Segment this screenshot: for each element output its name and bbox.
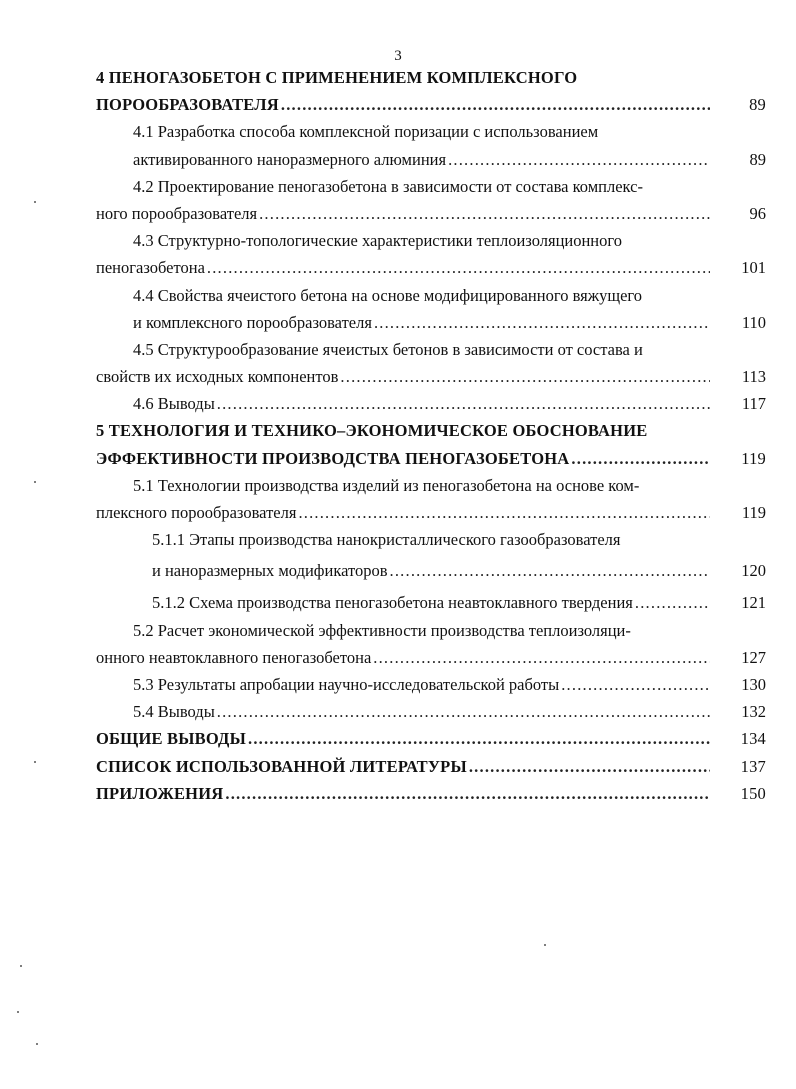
dot-leader	[298, 499, 710, 526]
toc-text: и комплексного порообразователя	[133, 312, 372, 332]
toc-section-4-3-line-1	[96, 227, 766, 254]
scan-speck	[20, 965, 22, 967]
dot-leader	[217, 390, 710, 417]
toc-text: 4.2 Проектирование пеногазобетона в зависимости от состава комплекс-	[133, 176, 643, 196]
toc-section-4-5-entry[interactable]	[96, 363, 766, 390]
dot-leader	[635, 589, 710, 616]
toc-text: пеногазобетона	[96, 258, 205, 278]
toc-page-number: 132	[741, 702, 766, 722]
toc-text: 5.1.1 Этапы производства нанокристаллического газообразователя	[152, 530, 621, 550]
toc-general-conclusions-entry[interactable]	[96, 725, 766, 752]
toc-references-entry[interactable]	[96, 753, 766, 780]
toc-page-number: 110	[741, 312, 766, 332]
toc-page-number: 121	[741, 593, 766, 613]
toc-text: ПРИЛОЖЕНИЯ	[96, 783, 224, 803]
toc-text: 5.1 Технологии производства изделий из пеногазобетона на основе ком-	[133, 475, 640, 495]
toc-text: 5.1.2 Схема производства пеногазобетона неавтоклавного твердения	[152, 593, 633, 613]
toc-text: и наноразмерных модификаторов	[152, 561, 388, 581]
toc-page-number: 117	[741, 394, 766, 414]
dot-leader	[281, 91, 710, 118]
toc-text: 5.3 Результаты апробации научно-исследовательской работы	[133, 674, 560, 694]
dot-leader	[448, 146, 710, 173]
toc-text: 4.1 Разработка способа комплексной поризации с использованием	[133, 122, 599, 142]
toc-section-4-3-entry[interactable]	[96, 254, 766, 281]
toc-section-4-2-entry[interactable]	[96, 200, 766, 227]
scan-speck	[34, 481, 36, 483]
toc-text: свойств их исходных компонентов	[96, 367, 339, 387]
toc-chapter-5-title-line-1	[96, 417, 766, 444]
toc-section-5-1-1-entry[interactable]	[96, 553, 766, 589]
toc-section-5-2-line-1	[96, 617, 766, 644]
toc-page-number: 130	[741, 674, 766, 694]
dot-leader	[561, 671, 710, 698]
toc-section-5-1-entry[interactable]	[96, 499, 766, 526]
toc-section-5-1-1-line-1	[96, 526, 766, 553]
dot-leader	[217, 698, 710, 725]
dot-leader	[390, 553, 710, 589]
toc-section-5-2-entry[interactable]	[96, 644, 766, 671]
page-number: 3	[394, 48, 402, 64]
toc-appendices-entry[interactable]	[96, 780, 766, 807]
toc-section-4-1-entry[interactable]	[96, 146, 766, 173]
toc-page-number: 134	[740, 729, 766, 749]
toc-section-5-4-entry[interactable]	[96, 698, 766, 725]
toc-text: 4.4 Свойства ячеистого бетона на основе модифицированного вяжущего	[133, 285, 643, 305]
toc-text: активированного наноразмерного алюминия	[133, 149, 447, 169]
toc-chapter-5-entry[interactable]	[96, 445, 766, 472]
toc-chapter-4-entry[interactable]	[96, 91, 766, 118]
dot-leader	[225, 780, 710, 807]
toc-page-number: 127	[741, 647, 766, 667]
toc-section-4-4-line-1	[96, 282, 766, 309]
dot-leader	[207, 254, 710, 281]
scan-speck	[34, 201, 36, 203]
dot-leader	[340, 363, 710, 390]
table-of-contents	[96, 64, 766, 807]
toc-text: 4 ПЕНОГАЗОБЕТОН С ПРИМЕНЕНИЕМ КОМПЛЕКСНОГО	[96, 68, 578, 87]
toc-page-number: 150	[740, 783, 766, 803]
dot-leader	[373, 644, 710, 671]
toc-section-4-6-entry[interactable]	[96, 390, 766, 417]
toc-text: ЭФФЕКТИВНОСТИ ПРОИЗВОДСТВА ПЕНОГАЗОБЕТОНА	[96, 448, 570, 468]
dot-leader	[248, 725, 710, 752]
toc-text: СПИСОК ИСПОЛЬЗОВАННОЙ ЛИТЕРАТУРЫ	[96, 756, 467, 776]
toc-page-number: 120	[741, 561, 766, 581]
dot-leader	[571, 445, 710, 472]
toc-text: 5 ТЕХНОЛОГИЯ И ТЕХНИКО–ЭКОНОМИЧЕСКОЕ ОБОСНОВАНИЕ	[96, 421, 648, 441]
toc-text: 4.5 Структурообразование ячеистых бетонов в зависимости от состава и	[133, 339, 643, 359]
toc-page-number: 137	[740, 756, 766, 776]
toc-page-number: 119	[741, 503, 766, 522]
scan-speck	[17, 1011, 19, 1013]
toc-text: онного неавтоклавного пеногазобетона	[96, 647, 372, 667]
toc-section-5-1-line-1	[96, 472, 766, 499]
scan-speck	[544, 944, 546, 946]
toc-text: плексного порообразователя	[96, 503, 297, 522]
toc-section-5-1-2-entry[interactable]	[96, 589, 766, 616]
toc-text: 4.3 Структурно-топологические характеристики теплоизоляционного	[133, 231, 622, 251]
toc-page-number: 101	[741, 258, 766, 278]
dot-leader	[259, 200, 710, 227]
toc-section-4-5-line-1	[96, 336, 766, 363]
scan-speck	[34, 761, 36, 763]
toc-section-4-4-entry[interactable]	[96, 309, 766, 336]
toc-text: ного порообразователя	[96, 203, 258, 223]
toc-text: 5.2 Расчет экономической эффективности производства теплоизоляци-	[133, 620, 631, 640]
toc-text: 4.6 Выводы	[133, 394, 215, 414]
toc-text: ОБЩИЕ ВЫВОДЫ	[96, 729, 247, 749]
dot-leader	[469, 753, 710, 780]
toc-text: ПОРООБРАЗОВАТЕЛЯ	[96, 95, 279, 115]
toc-page-number: 113	[741, 367, 766, 387]
toc-section-5-3-entry[interactable]	[96, 671, 766, 698]
toc-section-4-2-line-1	[96, 173, 766, 200]
scan-speck	[36, 1043, 38, 1045]
toc-chapter-4-title-line-1	[96, 64, 766, 91]
toc-page-number: 89	[749, 95, 766, 115]
toc-section-4-1-line-1	[96, 118, 766, 145]
toc-text: 5.4 Выводы	[133, 702, 215, 722]
toc-page-number: 119	[741, 448, 766, 468]
toc-page-number: 89	[749, 149, 766, 169]
toc-page-number: 96	[749, 203, 766, 223]
dot-leader	[374, 309, 710, 336]
